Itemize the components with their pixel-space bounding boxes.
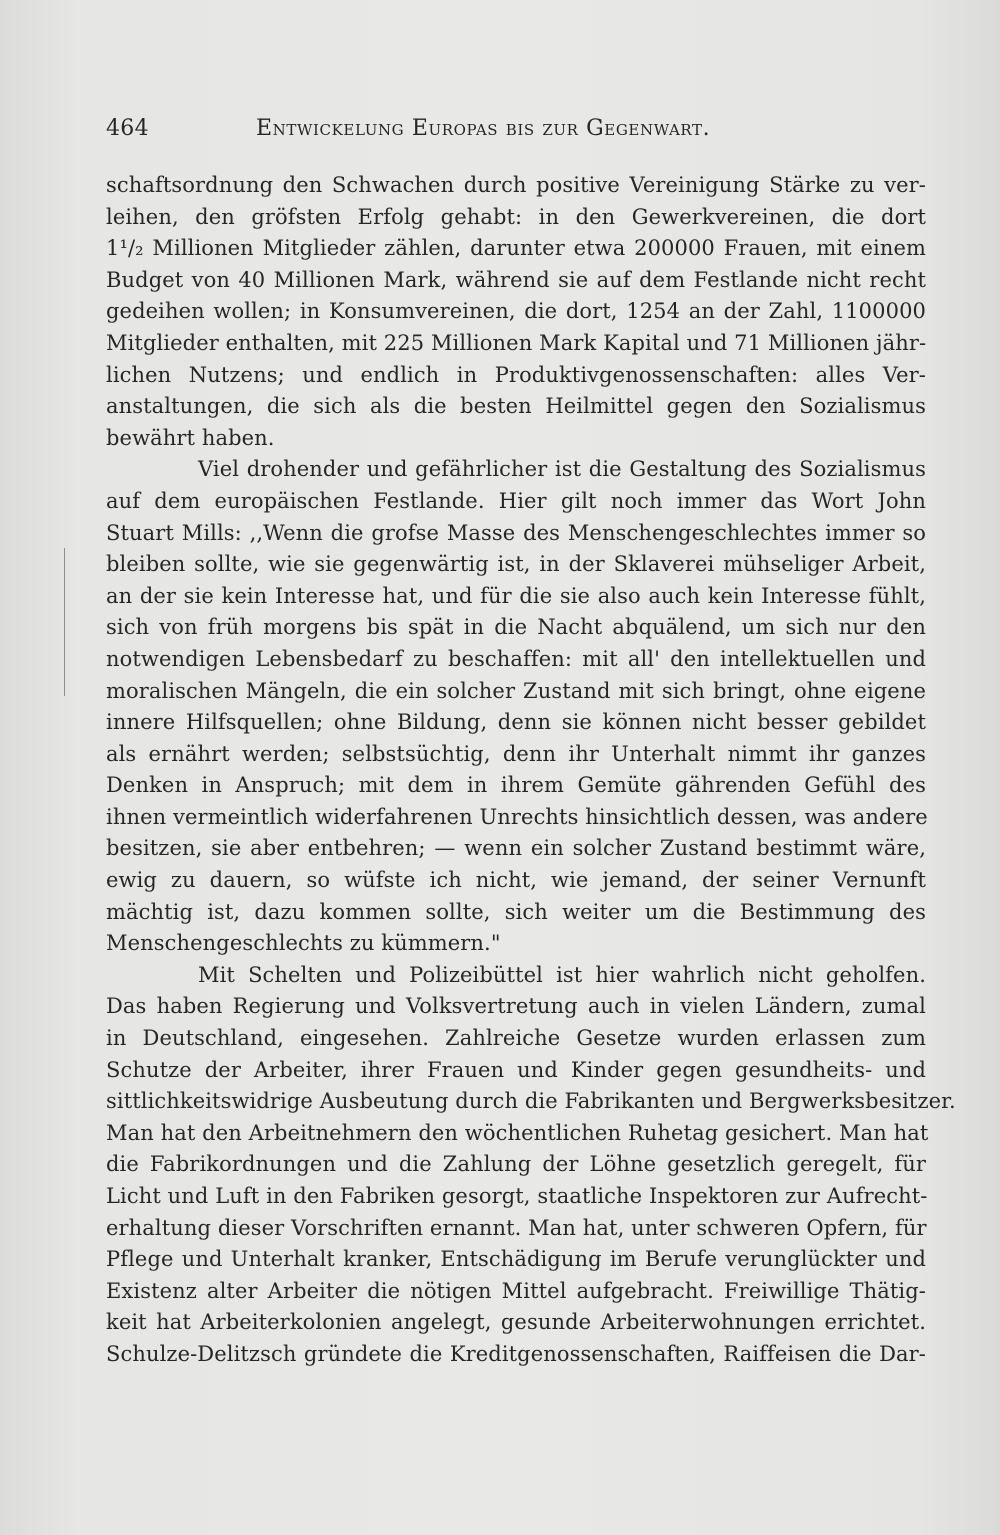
- page-number: 464: [106, 116, 149, 141]
- text-line: Existenz alter Arbeiter die nötigen Mittel aufgebracht. Freiwillige Thätig-: [106, 1278, 926, 1303]
- text-line: gedeihen wollen; in Konsumvereinen, die dort, 1254 an der Zahl, 1100000: [106, 299, 926, 324]
- text-line: an der sie kein Interesse hat, und für die sie also auch kein Interesse fühlt,: [106, 583, 926, 608]
- text-line: die Fabrikordnungen und die Zahlung der Löhne gesetzlich geregelt, für: [106, 1152, 926, 1177]
- text-line: keit hat Arbeiterkolonien angelegt, gesunde Arbeiterwohnungen errichtet.: [106, 1310, 926, 1335]
- running-title: Entwickelung Europas bis zur Gegenwart.: [256, 116, 711, 141]
- text-line: Mitglieder enthalten, mit 225 Millionen Mark Kapital und 71 Millionen jähr-: [106, 330, 927, 355]
- text-line: Stuart Mills: ,,Wenn die grofse Masse des Menschengeschlechtes immer so: [106, 520, 926, 545]
- text-line: leihen, den gröfsten Erfolg gehabt: in den Gewerkvereinen, die dort: [106, 204, 926, 229]
- text-line: Schutze der Arbeiter, ihrer Frauen und Kinder gegen gesundheits- und: [106, 1057, 926, 1082]
- text-line: ewig zu dauern, so wüfste ich nicht, wie jemand, der seiner Vernunft: [106, 868, 926, 893]
- text-line: Man hat den Arbeitnehmern den wöchentlichen Ruhetag gesichert. Man hat: [106, 1120, 929, 1145]
- text-line: besitzen, sie aber entbehren; — wenn ein solcher Zustand bestimmt wäre,: [106, 836, 926, 861]
- text-line: lichen Nutzens; und endlich in Produktivgenossenschaften: alles Ver-: [106, 362, 926, 387]
- text-line: sittlichkeitswidrige Ausbeutung durch die Fabrikanten und Bergwerksbesitzer.: [106, 1089, 956, 1114]
- text-line: als ernährt werden; selbstsüchtig, denn ihr Unterhalt nimmt ihr ganzes: [106, 741, 926, 766]
- text-line: in Deutschland, eingesehen. Zahlreiche Gesetze wurden erlassen zum: [106, 1026, 926, 1051]
- text-line: schaftsordnung den Schwachen durch positive Vereinigung Stärke zu ver-: [106, 173, 926, 197]
- text-line: Mit Schelten und Polizeibüttel ist hier wahrlich nicht geholfen.: [198, 962, 926, 987]
- text-line: bewährt haben.: [106, 425, 275, 450]
- text-line: Budget von 40 Millionen Mark, während sie auf dem Festlande nicht recht: [106, 267, 926, 292]
- text-line: Licht und Luft in den Fabriken gesorgt, staatliche Inspektoren zur Aufrecht-: [106, 1184, 928, 1208]
- text-line: sich von früh morgens bis spät in die Nacht abquälend, um sich nur den: [106, 615, 926, 640]
- text-line: notwendigen Lebensbedarf zu beschaffen: mit all' den intellektuellen und: [106, 646, 926, 671]
- text-line: Schulze-Delitzsch gründete die Kreditgenossenschaften, Raiffeisen die Dar-: [106, 1341, 926, 1366]
- text-line: Menschengeschlechts zu kümmern.": [106, 931, 501, 956]
- body-text: [106, 170, 956, 1371]
- page-header: [106, 116, 926, 146]
- text-line: moralischen Mängeln, die ein solcher Zustand mit sich bringt, ohne eigene: [106, 678, 926, 703]
- text-line: Viel drohender und gefährlicher ist die Gestaltung des Sozialismus: [198, 457, 926, 482]
- text-line: erhaltung dieser Vorschriften ernannt. Man hat, unter schweren Opfern, für: [106, 1215, 927, 1240]
- text-line: ihnen vermeintlich widerfahrenen Unrechts hinsichtlich dessen, was andere: [106, 804, 928, 829]
- text-line: Das haben Regierung und Volksvertretung auch in vielen Ländern, zumal: [106, 994, 926, 1019]
- text-line: Pflege und Unterhalt kranker, Entschädigung im Berufe verunglückter und: [106, 1247, 926, 1272]
- text-line: mächtig ist, dazu kommen sollte, sich weiter um die Bestimmung des: [106, 899, 926, 924]
- text-line: anstaltungen, die sich als die besten Heilmittel gegen den Sozialismus: [106, 394, 926, 419]
- text-line: bleiben sollte, wie sie gegenwärtig ist, in der Sklaverei mühseliger Arbeit,: [106, 552, 926, 577]
- text-line: 1¹/₂ Millionen Mitglieder zählen, darunter etwa 200000 Frauen, mit einem: [106, 236, 926, 261]
- text-line: innere Hilfsquellen; ohne Bildung, denn sie können nicht besser gebildet: [106, 710, 926, 735]
- text-line: auf dem europäischen Festlande. Hier gilt noch immer das Wort John: [106, 488, 926, 513]
- margin-pencil-mark: [64, 548, 65, 696]
- text-line: Denken in Anspruch; mit dem in ihrem Gemüte gährenden Gefühl des: [106, 773, 926, 798]
